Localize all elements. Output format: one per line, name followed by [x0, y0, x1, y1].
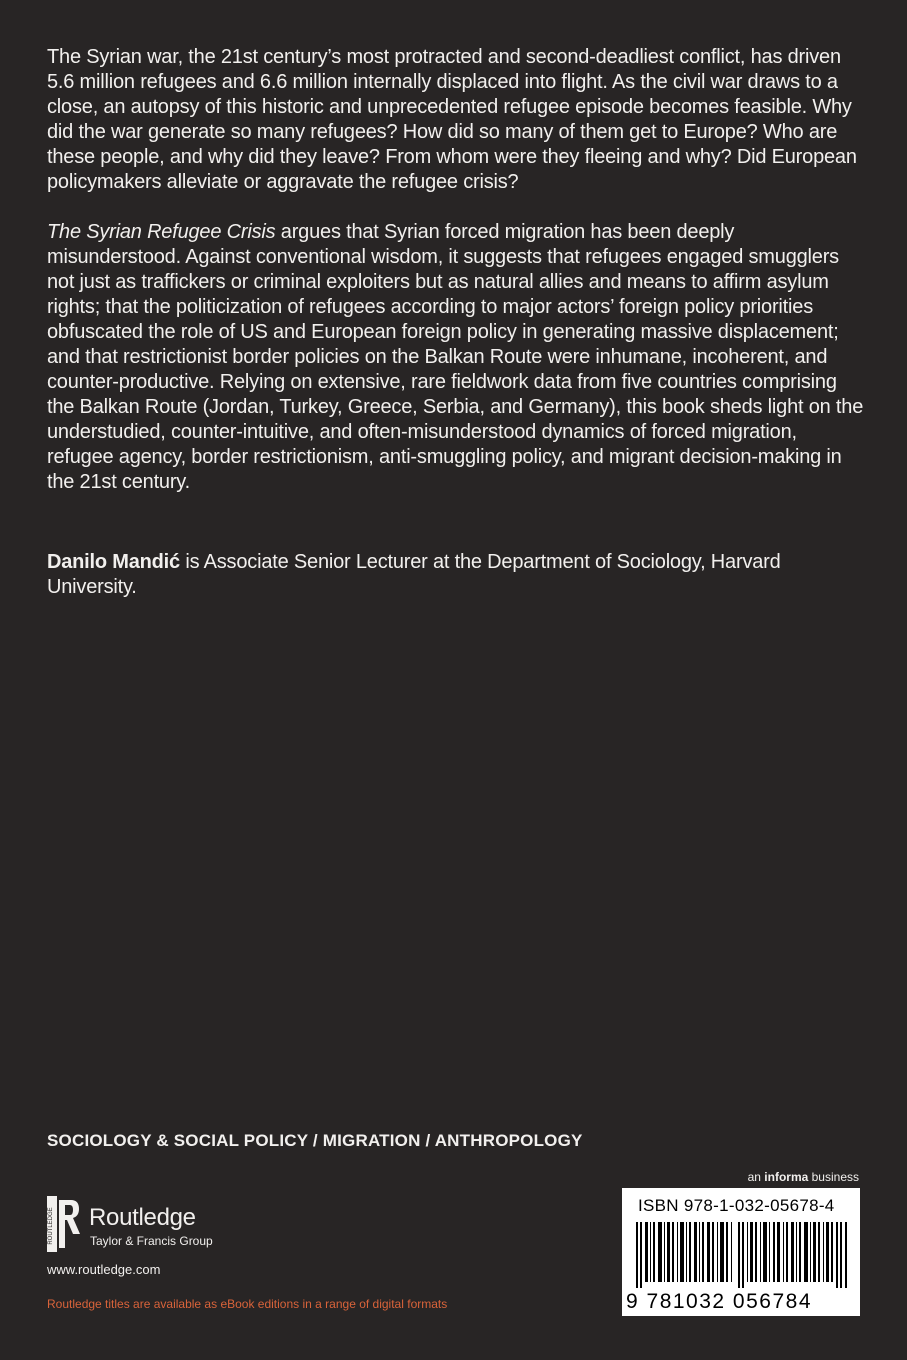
- ebook-note: Routledge titles are available as eBook editions in a range of digital formats: [47, 1297, 448, 1311]
- barcode-icon: [636, 1222, 848, 1288]
- blurb-paragraph-2: [47, 220, 867, 495]
- svg-text:ROUTLEDGE: ROUTLEDGE: [48, 1207, 54, 1245]
- blurb-paragraph-2-text: argues that Syrian forced migration has been deeply misunderstood. Against conventional wisdom, it suggests that refugees engaged smugglers not just as traffickers or criminal exploiters but as natural allies and means to affirm asylum rights; that the politicization of refugees according to major actors’ foreign policy priorities obfuscated the role of US and European foreign policy in generating massive displacement; and that restrictionist border policies on the Balkan Route were inhumane, incoherent, and counter-productive. Relying on extensive, rare fieldwork data from five countries comprising the Balkan Route (Jordan, Turkey, Greece, Serbia, and Germany), this book sheds light on the understudied, counter-intuitive, and often-misunderstood dynamics of forced migration, refugee agency, border restrictionism, anti-smuggling policy, and migrant decision-making in the 21st century.: [47, 221, 864, 493]
- subject-categories: SOCIOLOGY & SOCIAL POLICY / MIGRATION / ANTHROPOLOGY: [47, 1131, 583, 1150]
- barcode-box: [622, 1188, 860, 1316]
- blurb-paragraph-1: The Syrian war, the 21st century’s most protracted and second-deadliest conflict, has driven 5.6 million refugees and 6.6 million internally displaced into flight. As the civil war draws to a close, an autopsy of this historic and unprecedented refugee episode becomes feasible. Why did the war generate so many refugees? How did so many of them get to Europe? Who are these people, and why did they leave? From whom were they fleeing and why? Did European policymakers alleviate or aggravate the refugee crisis?: [47, 46, 857, 193]
- publisher-group: Taylor & Francis Group: [90, 1234, 213, 1248]
- informa-suffix: business: [808, 1170, 859, 1184]
- publisher-name: Routledge: [89, 1204, 196, 1231]
- routledge-logo-icon: [47, 1196, 81, 1252]
- publisher-website-link[interactable]: www.routledge.com: [47, 1262, 161, 1277]
- informa-tagline: [748, 1170, 859, 1184]
- author-bio-text: is Associate Senior Lecturer at the Department of Sociology, Harvard University.: [47, 551, 781, 598]
- back-cover-blurb: [47, 45, 867, 520]
- informa-brand: informa: [764, 1170, 809, 1184]
- author-bio: [47, 550, 867, 600]
- informa-prefix: an: [747, 1170, 765, 1184]
- barcode-digits: 9 781032 056784: [626, 1290, 812, 1313]
- book-title: The Syrian Refugee Crisis: [47, 221, 276, 243]
- isbn-label: ISBN 978-1-032-05678-4: [638, 1196, 835, 1215]
- author-name: Danilo Mandić: [47, 551, 180, 573]
